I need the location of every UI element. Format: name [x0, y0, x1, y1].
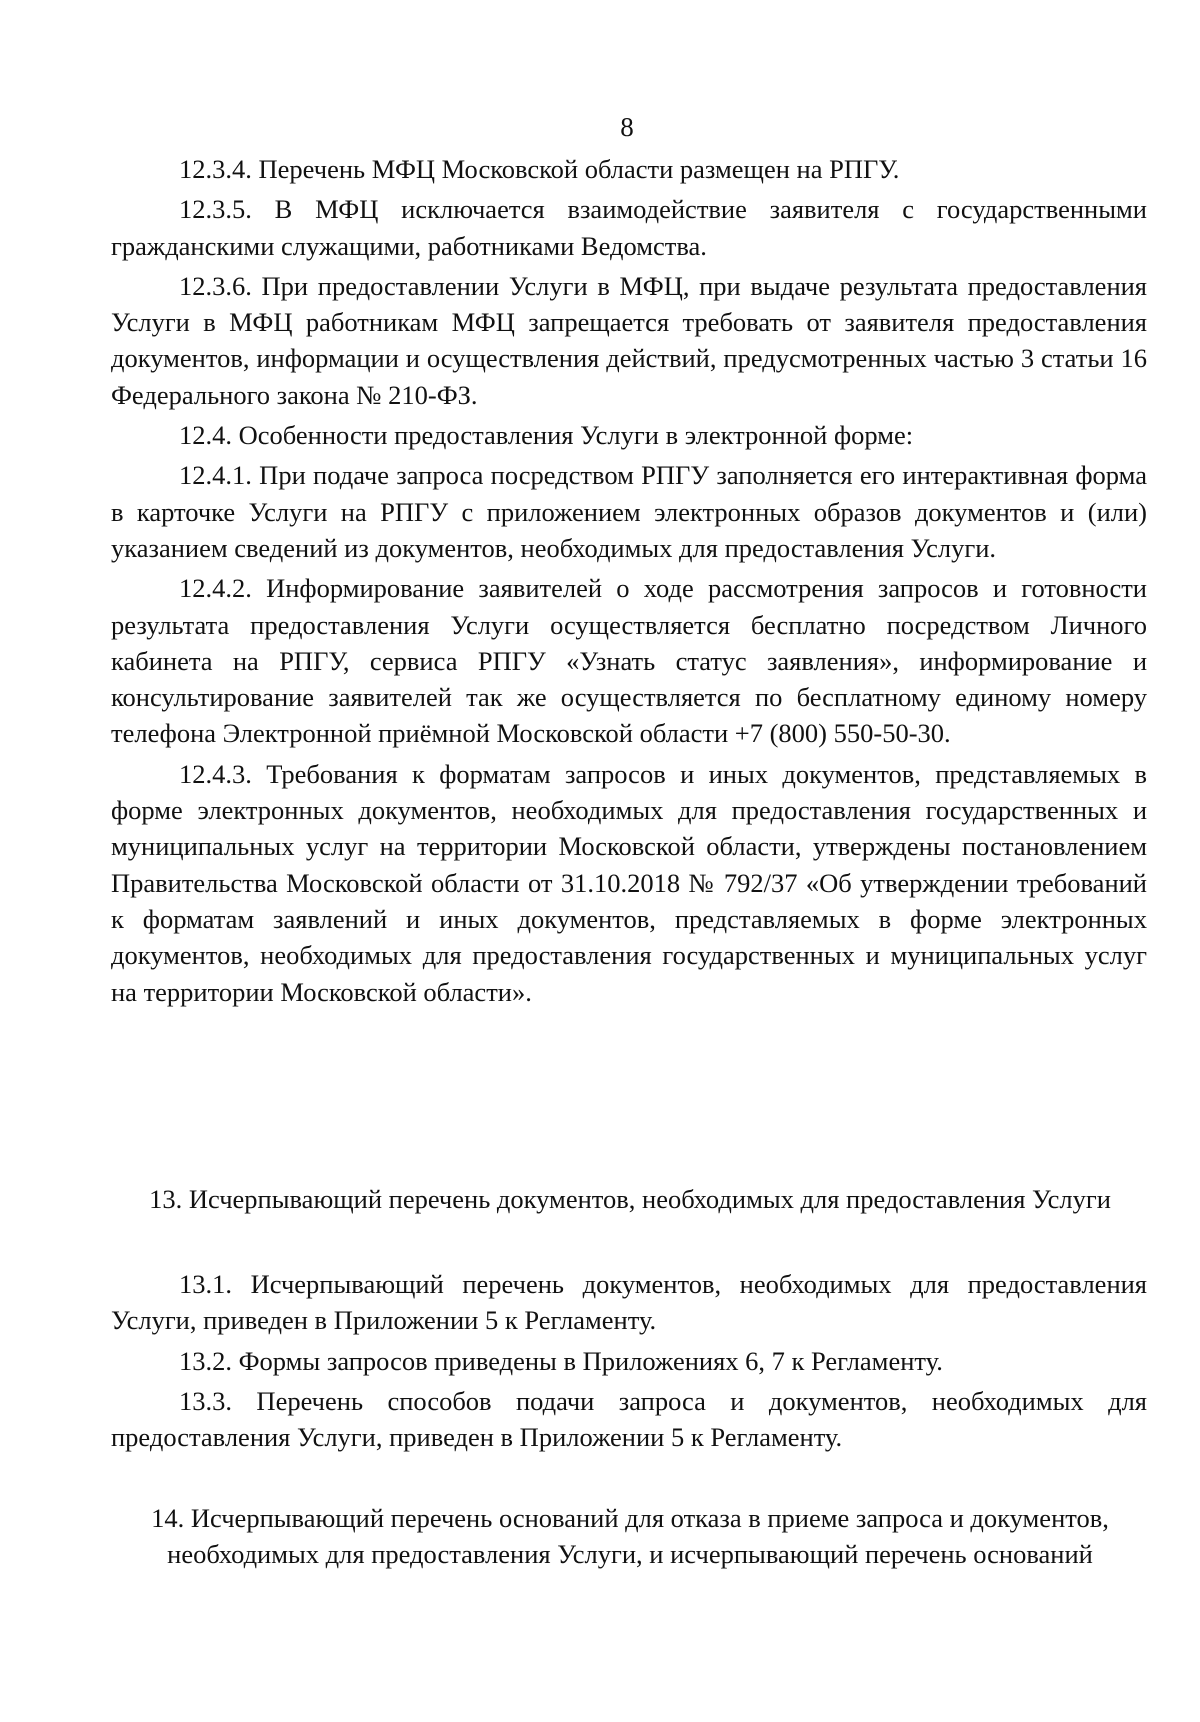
section-13-heading: 13. Исчерпывающий перечень документов, необходимых для предоставления Услуги [149, 1184, 1111, 1214]
paragraph-13-3: 13.3. Перечень способов подачи запроса и документов, необходимых для предоставления Услуги, приведен в Приложении 5 к Регламенту. [111, 1385, 1147, 1453]
paragraph-12-3-5: 12.3.5. В МФЦ исключается взаимодействие заявителя с государственными гражданскими служащими, работниками Ведомства. [111, 194, 1147, 261]
paragraph-12-4: 12.4. Особенности предоставления Услуги в электронной форме: [179, 420, 914, 451]
paragraph-13-1: 13.1. Исчерпывающий перечень документов, необходимых для предоставления Услуги, приведен в Приложении 5 к Регламенту. [111, 1269, 1147, 1336]
section-14-heading: 14. Исчерпывающий перечень оснований для отказа в приеме запроса и документов, необходимых для предоставления Услуги, и исчерпывающий перечень оснований [151, 1503, 1109, 1569]
paragraph-12-3-4: 12.3.4. Перечень МФЦ Московской области размещен на РПГУ. [179, 154, 900, 184]
paragraph-13-2: 13.2. Формы запросов приведены в Приложениях 6, 7 к Регламенту. [179, 1345, 943, 1376]
page-number: 8 [620, 112, 634, 142]
paragraph-12-3-6: 12.3.6. При предоставлении Услуги в МФЦ, при выдаче результата предоставления Услуги в МФЦ работникам МФЦ запрещается требовать от заявителя предоставления документов, информации и осуществления действий, предусмотренных частью 3 статьи 16 Федерального закона № 210-ФЗ. [111, 270, 1147, 410]
paragraph-12-4-3: 12.4.3. Требования к форматам запросов и иных документов, представляемых в форме электронных документов, необходимых для предоставления государственных и муниципальных услуг на территории Московской области, утверждены постановлением Правительства Московской области от 31.10.2018 № 792/37 «Об утверждении требований к форматам заявлений и иных документов, представляемых в форме электронных документов, необходимых для предоставления государственных и муниципальных услуг на территории Московской области». [111, 758, 1147, 1007]
section-13-body [111, 1266, 1147, 1455]
section-12-body [111, 151, 1147, 1010]
paragraph-12-4-2: 12.4.2. Информирование заявителей о ходе рассмотрения запросов и готовности результата предоставления Услуги осуществляется бесплатно посредством Личного кабинета на РПГУ, сервиса РПГУ «Узнать статус заявления», информирование и консультирование заявителей так же осуществляется по бесплатному единому номеру телефона Электронной приёмной Московской области +7 (800) 550-50-30. [111, 573, 1147, 749]
paragraph-12-4-1: 12.4.1. При подаче запроса посредством РПГУ заполняется его интерактивная форма в карточке Услуги на РПГУ с приложением электронных образов документов и (или) указанием сведений из документов, необходимых для предоставления Услуги. [111, 460, 1147, 563]
